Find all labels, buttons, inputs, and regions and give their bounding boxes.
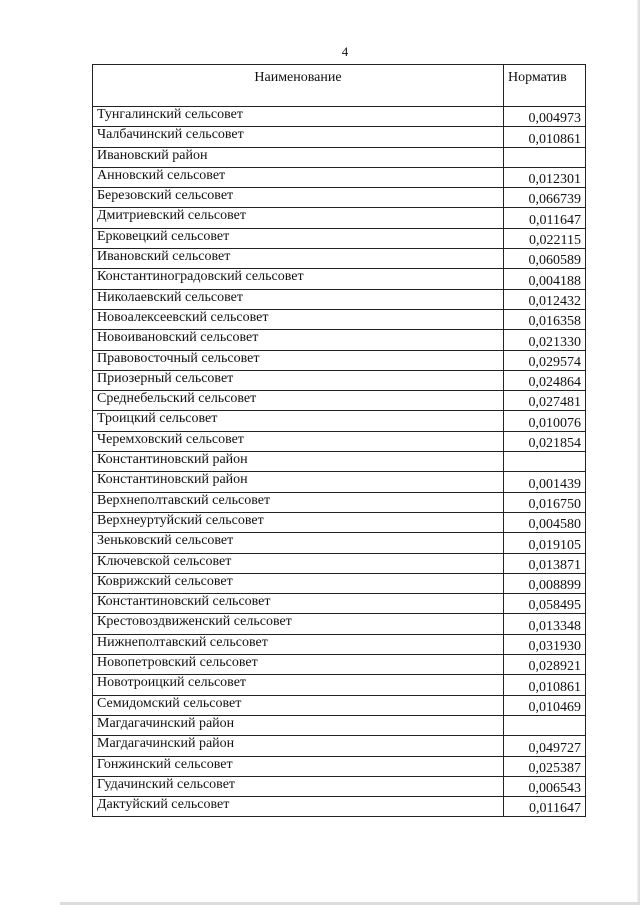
table-row (93, 715, 586, 735)
table-row (93, 512, 586, 532)
row-value-cell: 0,022115 (504, 228, 586, 248)
row-name-cell: Правовосточный сельсовет (93, 350, 504, 370)
row-name-cell: Семидомский сельсовет (93, 695, 504, 715)
row-value-cell: 0,010861 (504, 675, 586, 695)
table-row (93, 614, 586, 634)
table-row (93, 188, 586, 208)
row-name-cell: Гудачинский сельсовет (93, 776, 504, 796)
table-row (93, 452, 586, 472)
row-value-cell: 0,016750 (504, 492, 586, 512)
table-row (93, 208, 586, 228)
row-name-cell: Ивановский сельсовет (93, 249, 504, 269)
row-name-cell: Константиновский район (93, 452, 504, 472)
row-value-cell (504, 147, 586, 167)
row-name-cell: Верхнеуртуйский сельсовет (93, 512, 504, 532)
row-name-cell: Магдагачинский район (93, 715, 504, 735)
row-name-cell: Зеньковский сельсовет (93, 533, 504, 553)
row-value-cell: 0,008899 (504, 573, 586, 593)
table-row (93, 107, 586, 127)
row-value-cell: 0,058495 (504, 594, 586, 614)
row-value-cell: 0,010469 (504, 695, 586, 715)
row-value-cell: 0,019105 (504, 533, 586, 553)
table-row (93, 472, 586, 492)
row-name-cell: Ключевской сельсовет (93, 553, 504, 573)
row-value-cell: 0,011647 (504, 797, 586, 817)
row-value-cell: 0,013348 (504, 614, 586, 634)
row-name-cell: Среднебельский сельсовет (93, 391, 504, 411)
table-row (93, 411, 586, 431)
row-name-cell: Константиноградовский сельсовет (93, 269, 504, 289)
row-value-cell: 0,049727 (504, 736, 586, 756)
row-name-cell: Дмитриевский сельсовет (93, 208, 504, 228)
row-value-cell: 0,024864 (504, 370, 586, 390)
normative-table (92, 64, 586, 817)
row-name-cell: Новоалексеевский сельсовет (93, 309, 504, 329)
table-row (93, 634, 586, 654)
row-name-cell: Приозерный сельсовет (93, 370, 504, 390)
row-name-cell: Тунгалинский сельсовет (93, 107, 504, 127)
table-row (93, 675, 586, 695)
table-row (93, 553, 586, 573)
table-row (93, 330, 586, 350)
row-value-cell: 0,027481 (504, 391, 586, 411)
row-name-cell: Анновский сельсовет (93, 167, 504, 187)
table-row (93, 391, 586, 411)
row-value-cell: 0,025387 (504, 756, 586, 776)
row-value-cell: 0,028921 (504, 655, 586, 675)
row-value-cell: 0,016358 (504, 309, 586, 329)
row-value-cell: 0,029574 (504, 350, 586, 370)
row-name-cell: Новопетровский сельсовет (93, 655, 504, 675)
row-value-cell (504, 715, 586, 735)
row-value-cell: 0,013871 (504, 553, 586, 573)
row-value-cell: 0,031930 (504, 634, 586, 654)
row-value-cell: 0,010861 (504, 127, 586, 147)
table-row (93, 573, 586, 593)
row-value-cell: 0,012432 (504, 289, 586, 309)
row-value-cell: 0,012301 (504, 167, 586, 187)
row-name-cell: Нижнеполтавский сельсовет (93, 634, 504, 654)
table-row (93, 370, 586, 390)
row-value-cell: 0,001439 (504, 472, 586, 492)
row-name-cell: Троицкий сельсовет (93, 411, 504, 431)
row-name-cell: Верхнеполтавский сельсовет (93, 492, 504, 512)
table-row (93, 797, 586, 817)
table-row (93, 695, 586, 715)
row-name-cell: Гонжинский сельсовет (93, 756, 504, 776)
row-value-cell: 0,004580 (504, 512, 586, 532)
row-value-cell: 0,021854 (504, 431, 586, 451)
row-value-cell: 0,011647 (504, 208, 586, 228)
row-name-cell: Константиновский район (93, 472, 504, 492)
row-name-cell: Черемховский сельсовет (93, 431, 504, 451)
row-name-cell: Новотроицкий сельсовет (93, 675, 504, 695)
row-name-cell: Константиновский сельсовет (93, 594, 504, 614)
row-value-cell: 0,060589 (504, 249, 586, 269)
table-row (93, 533, 586, 553)
row-value-cell: 0,006543 (504, 776, 586, 796)
row-name-cell: Чалбачинский сельсовет (93, 127, 504, 147)
table-row (93, 147, 586, 167)
table-row (93, 756, 586, 776)
row-value-cell: 0,066739 (504, 188, 586, 208)
column-header-value: Норматив (504, 65, 586, 107)
table-row (93, 594, 586, 614)
table-row (93, 309, 586, 329)
row-name-cell: Николаевский сельсовет (93, 289, 504, 309)
row-value-cell: 0,021330 (504, 330, 586, 350)
row-name-cell: Крестовоздвиженский сельсовет (93, 614, 504, 634)
table-row (93, 431, 586, 451)
table-row (93, 167, 586, 187)
column-header-name: Наименование (93, 65, 504, 107)
table-row (93, 776, 586, 796)
table-row (93, 289, 586, 309)
table-header-row (93, 65, 586, 107)
row-name-cell: Березовский сельсовет (93, 188, 504, 208)
table-row (93, 350, 586, 370)
table-row (93, 269, 586, 289)
table-row (93, 736, 586, 756)
row-name-cell: Ерковецкий сельсовет (93, 228, 504, 248)
row-name-cell: Дактуйский сельсовет (93, 797, 504, 817)
table-row (93, 655, 586, 675)
table-row (93, 127, 586, 147)
table-row (93, 249, 586, 269)
row-value-cell: 0,004973 (504, 107, 586, 127)
row-value-cell: 0,004188 (504, 269, 586, 289)
table-row (93, 492, 586, 512)
row-name-cell: Магдагачинский район (93, 736, 504, 756)
row-name-cell: Ивановский район (93, 147, 504, 167)
row-value-cell: 0,010076 (504, 411, 586, 431)
page-number: 4 (341, 44, 349, 59)
row-name-cell: Новоивановский сельсовет (93, 330, 504, 350)
row-name-cell: Коврижский сельсовет (93, 573, 504, 593)
table-row (93, 228, 586, 248)
row-value-cell (504, 452, 586, 472)
